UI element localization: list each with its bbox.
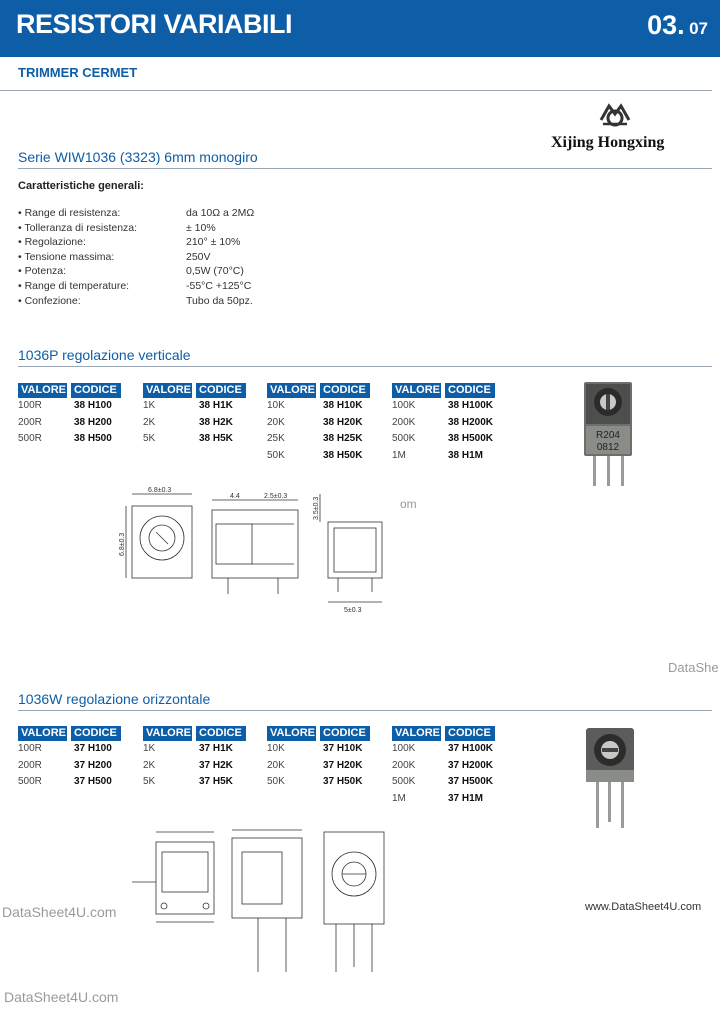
column-header-valore: VALORE — [392, 726, 441, 741]
price-table-vertical-2 — [143, 383, 246, 448]
code-cell: 38 H500 — [74, 433, 112, 444]
table-row — [143, 741, 246, 758]
trimmer-vertical-photo — [578, 378, 638, 490]
table-row — [267, 448, 370, 465]
price-table-vertical-1 — [18, 383, 121, 448]
spec-row — [18, 207, 378, 222]
table-row — [18, 774, 121, 791]
spec-value: da 10Ω a 2MΩ — [186, 207, 255, 219]
table-row — [392, 774, 495, 791]
divider — [18, 710, 712, 711]
code-cell: 37 H1M — [448, 792, 484, 804]
code-cell: 38 H50K — [323, 449, 363, 461]
spec-label: • Regolazione: — [18, 236, 86, 249]
table-row — [392, 448, 495, 465]
price-table-horizontal-3 — [267, 726, 370, 791]
value-cell: 20K — [267, 759, 285, 771]
column-header-valore: VALORE — [143, 726, 192, 741]
value-cell: 500K — [392, 776, 416, 787]
value-cell: 100K — [392, 743, 416, 754]
watermark: DataSheet4U.com — [4, 989, 119, 1005]
table-row — [267, 774, 370, 791]
table-row — [18, 431, 121, 448]
dimension-label: 2.5±0.3 — [264, 493, 288, 500]
photo-marking-1: R204 — [596, 430, 620, 441]
divider — [0, 90, 712, 91]
table-row — [267, 415, 370, 432]
page-title: RESISTORI VARIABILI — [16, 9, 293, 39]
price-table-horizontal-2 — [143, 726, 246, 791]
dimension-label: 4.4 — [230, 493, 240, 500]
table-row — [392, 398, 495, 415]
spec-row — [18, 222, 378, 237]
value-cell: 100K — [392, 400, 416, 411]
spec-value: 250V — [186, 250, 211, 263]
spec-label: • Range di resistenza: — [18, 207, 121, 219]
spec-row — [18, 280, 378, 295]
vertical-dimension-drawing — [118, 484, 403, 616]
table-row — [18, 415, 121, 432]
value-cell: 200R — [18, 759, 42, 771]
code-cell: 38 H100K — [448, 400, 494, 411]
column-header-valore: VALORE — [18, 726, 67, 741]
table-row — [392, 431, 495, 448]
xh-logo-icon — [597, 98, 633, 132]
value-cell: 200R — [18, 416, 42, 428]
category-subtitle: TRIMMER CERMET — [18, 65, 138, 80]
value-cell: 1K — [143, 400, 156, 411]
column-header-codice: CODICE — [71, 383, 121, 398]
value-cell: 50K — [267, 776, 285, 787]
value-cell: 2K — [143, 416, 156, 428]
column-header-codice: CODICE — [445, 383, 495, 398]
value-cell: 10K — [267, 743, 285, 754]
spec-label: • Confezione: — [18, 294, 81, 307]
table-row — [18, 741, 121, 758]
spec-label: • Potenza: — [18, 265, 67, 278]
value-cell: 10K — [267, 400, 285, 411]
spec-list — [18, 207, 378, 309]
brand-block — [545, 98, 685, 162]
code-cell: 38 H1K — [199, 400, 233, 411]
table-row — [392, 741, 495, 758]
table-row — [143, 415, 246, 432]
code-cell: 37 H200 — [74, 759, 112, 771]
dimension-label: 6.8±0.3 — [119, 532, 126, 556]
column-header-codice: CODICE — [196, 383, 246, 398]
spec-label: • Range di temperature: — [18, 279, 130, 292]
code-cell: 37 H5K — [199, 776, 233, 787]
value-cell: 1M — [392, 792, 406, 804]
table-row — [18, 398, 121, 415]
table-row — [143, 758, 246, 775]
code-cell: 37 H100K — [448, 743, 494, 754]
spec-row — [18, 265, 378, 280]
code-cell: 38 H200K — [448, 416, 494, 428]
section-number — [647, 10, 708, 41]
dimension-label: 6.8±0.3 — [148, 487, 172, 494]
table-row — [143, 774, 246, 791]
brand-name: Xijing Hongxing — [551, 134, 665, 151]
column-header-codice: CODICE — [320, 383, 370, 398]
column-header-valore: VALORE — [18, 383, 67, 398]
table-row — [392, 758, 495, 775]
price-table-vertical-3 — [267, 383, 370, 464]
code-cell: 38 H100 — [74, 400, 112, 411]
watermark: DataSheet4U.com — [2, 904, 117, 920]
code-cell: 37 H200K — [448, 759, 494, 771]
watermark: www.DataSheet4U.com — [585, 901, 702, 913]
code-cell: 38 H500K — [448, 433, 494, 444]
value-cell: 1K — [143, 743, 156, 754]
spec-value: ± 10% — [186, 221, 216, 234]
section-number-sub: 07 — [689, 19, 708, 38]
column-header-codice: CODICE — [320, 726, 370, 741]
value-cell: 20K — [267, 416, 285, 428]
price-table-vertical-4 — [392, 383, 495, 464]
code-cell: 38 H1M — [448, 449, 484, 461]
trimmer-horizontal-photo — [580, 722, 640, 832]
column-header-codice: CODICE — [445, 726, 495, 741]
price-table-horizontal-4 — [392, 726, 495, 807]
code-cell: 38 H5K — [199, 433, 233, 444]
value-cell: 200K — [392, 416, 416, 428]
value-cell: 50K — [267, 449, 285, 461]
table-row — [267, 431, 370, 448]
divider — [18, 168, 712, 169]
code-cell: 38 H10K — [323, 400, 363, 411]
code-cell: 37 H20K — [323, 759, 363, 771]
column-header-codice: CODICE — [71, 726, 121, 741]
code-cell: 37 H10K — [323, 743, 363, 754]
value-cell: 2K — [143, 759, 156, 771]
table-row — [392, 415, 495, 432]
spec-row — [18, 295, 378, 310]
column-header-valore: VALORE — [267, 383, 316, 398]
code-cell: 37 H2K — [199, 759, 233, 771]
value-cell: 500R — [18, 433, 42, 444]
table-row — [267, 741, 370, 758]
value-cell: 25K — [267, 433, 285, 444]
code-cell: 38 H2K — [199, 416, 233, 428]
table-row — [18, 758, 121, 775]
spec-value: -55°C +125°C — [186, 279, 252, 292]
table-row — [143, 398, 246, 415]
spec-row — [18, 236, 378, 251]
dimension-label: 5±0.3 — [344, 607, 362, 614]
code-cell: 37 H100 — [74, 743, 112, 754]
series-title: Serie WIW1036 (3323) 6mm monogiro — [18, 149, 258, 165]
table-row — [267, 758, 370, 775]
column-header-valore: VALORE — [267, 726, 316, 741]
value-cell: 500R — [18, 776, 42, 787]
column-header-codice: CODICE — [196, 726, 246, 741]
spec-label: • Tolleranza di resistenza: — [18, 221, 138, 234]
code-cell: 37 H500 — [74, 776, 112, 787]
table-row — [143, 431, 246, 448]
watermark: DataShe — [668, 660, 719, 675]
vertical-section-title: 1036P regolazione verticale — [18, 347, 191, 363]
code-cell: 38 H25K — [323, 433, 363, 444]
spec-label: • Tensione massima: — [18, 250, 115, 263]
horizontal-section-title: 1036W regolazione orizzontale — [18, 691, 211, 707]
table-row — [267, 398, 370, 415]
code-cell: 37 H50K — [323, 776, 363, 787]
horizontal-dimension-drawing — [128, 822, 398, 982]
specs-heading: Caratteristiche generali: — [18, 180, 144, 192]
section-number-main: 03. — [647, 10, 685, 40]
code-cell: 37 H500K — [448, 776, 494, 787]
value-cell: 100R — [18, 400, 42, 411]
spec-row — [18, 251, 378, 266]
value-cell: 5K — [143, 776, 156, 787]
dimension-label: 3.5±0.3 — [313, 496, 320, 520]
code-cell: 38 H20K — [323, 416, 363, 428]
value-cell: 500K — [392, 433, 416, 444]
value-cell: 200K — [392, 759, 416, 771]
spec-value: 0,5W (70°C) — [186, 265, 244, 278]
value-cell: 100R — [18, 743, 42, 754]
spec-value: Tubo da 50pz. — [186, 294, 253, 307]
value-cell: 5K — [143, 433, 156, 444]
column-header-valore: VALORE — [143, 383, 192, 398]
value-cell: 1M — [392, 449, 406, 461]
divider — [18, 366, 712, 367]
price-table-horizontal-1 — [18, 726, 121, 791]
photo-marking-2: 0812 — [596, 442, 620, 453]
column-header-valore: VALORE — [392, 383, 441, 398]
spec-value: 210° ± 10% — [186, 236, 241, 249]
code-cell: 38 H200 — [74, 416, 112, 428]
watermark: om — [400, 497, 417, 511]
code-cell: 37 H1K — [199, 743, 233, 754]
table-row — [392, 791, 495, 808]
